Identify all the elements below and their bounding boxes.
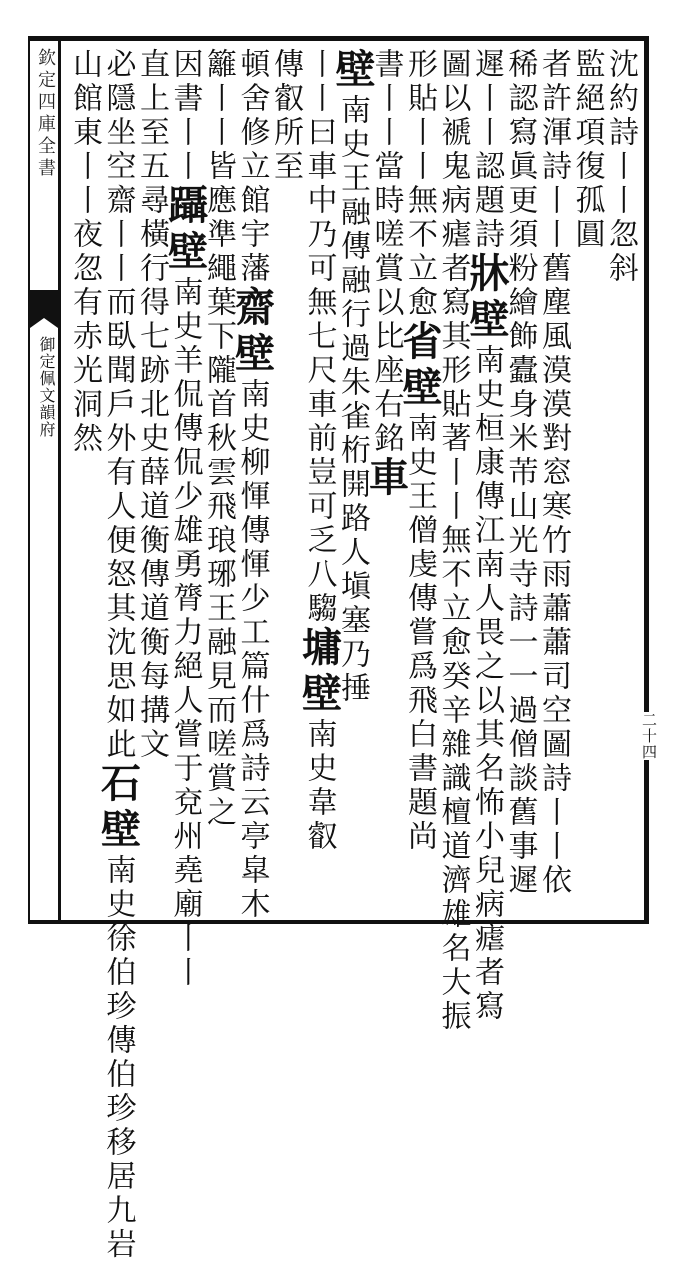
entry-text: 南史柳惲傳惲少工篇什爲詩云亭皐木: [234, 378, 270, 922]
entry-text: 南史王融傳融行過朱雀桁開路人塡塞乃捶: [335, 94, 370, 706]
entry-text: 傳叡所至: [268, 48, 303, 184]
entry-text: 南史桓康傳江南人畏之以其名怖小兒病瘧者寫: [469, 344, 504, 1024]
entry-text: 南史韋叡: [301, 718, 337, 854]
gutter-divider: [58, 36, 61, 924]
entry-heading: 壁: [329, 48, 376, 94]
entry-text: 丨丨曰車中乃可無七尺車前豈可乏八騶: [301, 48, 337, 626]
section-title: 御定佩文韻府: [37, 336, 56, 438]
fishtail-notch: [30, 318, 58, 328]
entry-text: 南史羊侃傳侃少雄勇膂力絕人嘗于兗州堯廟丨丨: [167, 276, 203, 990]
frame-left-border: [28, 36, 30, 924]
entry-text: 形貼丨丨無不立愈: [402, 48, 437, 320]
entry-text: 頓舍修立館宇藩: [234, 48, 270, 286]
entry-text: 必隱坐空齋丨丨而臥聞戶外有人便怒其沈思如此: [100, 48, 136, 762]
entry-heading: 墉壁: [295, 626, 343, 718]
entry-heading: 石壁: [94, 762, 142, 854]
entry-text: 稀認寫眞更須粉繪飾蠹身米芾山光寺詩一一過僧談舊事遲: [502, 48, 538, 898]
entry-heading: 省壁: [396, 320, 443, 412]
fishtail-mark: [30, 290, 58, 318]
entry-text: 者許渾詩丨丨舊塵風漠漠對窓寒竹雨蕭蕭司空圖詩丨丨依: [536, 48, 571, 898]
entry-heading: 牀壁: [463, 252, 510, 344]
book-title: 欽定四庫全書: [35, 48, 56, 180]
entry-text: 籬丨丨皆應準繩葉下隴首秋雲飛琅琊王融見而嗟賞之: [201, 48, 236, 830]
entry-text: 南史王僧虔傳嘗爲飛白書題尚: [402, 412, 437, 854]
frame-right-border: [644, 36, 649, 924]
entry-text: 山館東丨丨夜忽有赤光洞然: [67, 48, 102, 456]
entry-text: 直上至五尋橫行得七跡北史薛道衡傳道衡每搆文: [134, 48, 169, 762]
entry-text: 沈約詩丨丨忽斜: [603, 48, 638, 286]
entry-text: 圖以褫鬼病瘧者寫其形貼著丨丨無不立愈癸辛雜識檀道濟雄名大振: [435, 48, 471, 1034]
frame-top-border: [28, 36, 648, 41]
text-column: [62, 48, 106, 918]
entry-text: 書丨丨當時嗟賞以比座右銘: [368, 48, 404, 456]
entry-text: 遲丨丨認題詩: [469, 48, 504, 252]
entry-heading: 齋壁: [228, 286, 276, 378]
entry-heading: 躡壁: [161, 184, 209, 276]
page-number: 二十四: [636, 712, 660, 760]
entry-heading: 車: [362, 456, 410, 502]
entry-text: 南史徐伯珍傳伯珍移居九岩: [100, 854, 136, 1262]
entry-text: 因書丨丨: [167, 48, 203, 184]
entry-text: 監絕項復孤圓: [569, 48, 605, 252]
